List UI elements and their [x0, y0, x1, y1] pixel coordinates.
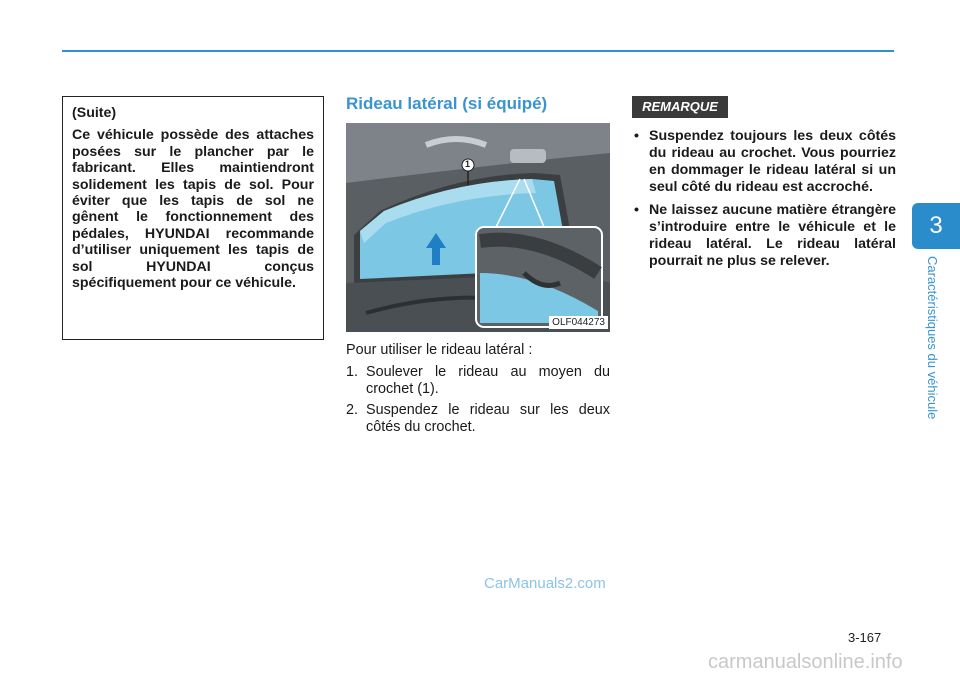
bullet-icon: • [634, 128, 639, 144]
callout-number: 1 [465, 159, 471, 169]
page-number: 3-167 [848, 630, 882, 645]
step-item [346, 402, 610, 436]
remark-list [632, 128, 896, 276]
remark-item [632, 128, 896, 196]
notice-text: Ce véhicule possède des attaches posées sur le plancher par le fabricant. Elles maintiendront solidement les tapis de sol. Pour éviter que les tapis de sol ne gênent le fonctionnement des pédales, HYUNDAI recommande d’utiliser uniquement les tapis de sol HYUNDAI conçus spécifiquement pour ce véhicule. [72, 127, 314, 292]
chapter-label: Caractéristiques du véhicule [925, 256, 940, 420]
step-text: Suspendez le rideau sur les deux côtés du crochet. [366, 402, 610, 435]
instructions-intro: Pour utiliser le rideau latéral : [346, 342, 533, 358]
steps-list [346, 364, 610, 436]
instructions [346, 342, 610, 440]
step-number: 2. [346, 402, 359, 418]
curtain-illustration [346, 123, 610, 332]
header-rule [62, 50, 894, 52]
remark-text: Ne laissez aucune matière étrangère s’introduire entre le véhicule et le rideau latéral. Le rideau latéral pourrait ne plus se relever. [649, 202, 896, 269]
figure-code: OLF044273 [549, 316, 608, 329]
remark-text: Suspendez toujours les deux côtés du rideau au crochet. Vous pourriez en dommager le rideau latéral si un seul côté du rideau est accroché. [649, 128, 896, 195]
bullet-icon: • [634, 202, 639, 218]
watermark-bottom: carmanualsonline.info [708, 651, 903, 673]
step-text: Soulever le rideau au moyen du crochet (1). [366, 364, 610, 397]
section-title: Rideau latéral (si équipé) [346, 94, 548, 113]
remark-badge: REMARQUE [632, 96, 728, 118]
chapter-tab: 3 [912, 203, 960, 249]
car-window-drawing [346, 123, 610, 332]
remark-item [632, 202, 896, 270]
step-item [346, 364, 610, 398]
notice-box [62, 96, 324, 340]
notice-continued: (Suite) [72, 105, 117, 121]
step-number: 1. [346, 364, 359, 380]
watermark-link[interactable]: CarManuals2.com [484, 575, 606, 592]
